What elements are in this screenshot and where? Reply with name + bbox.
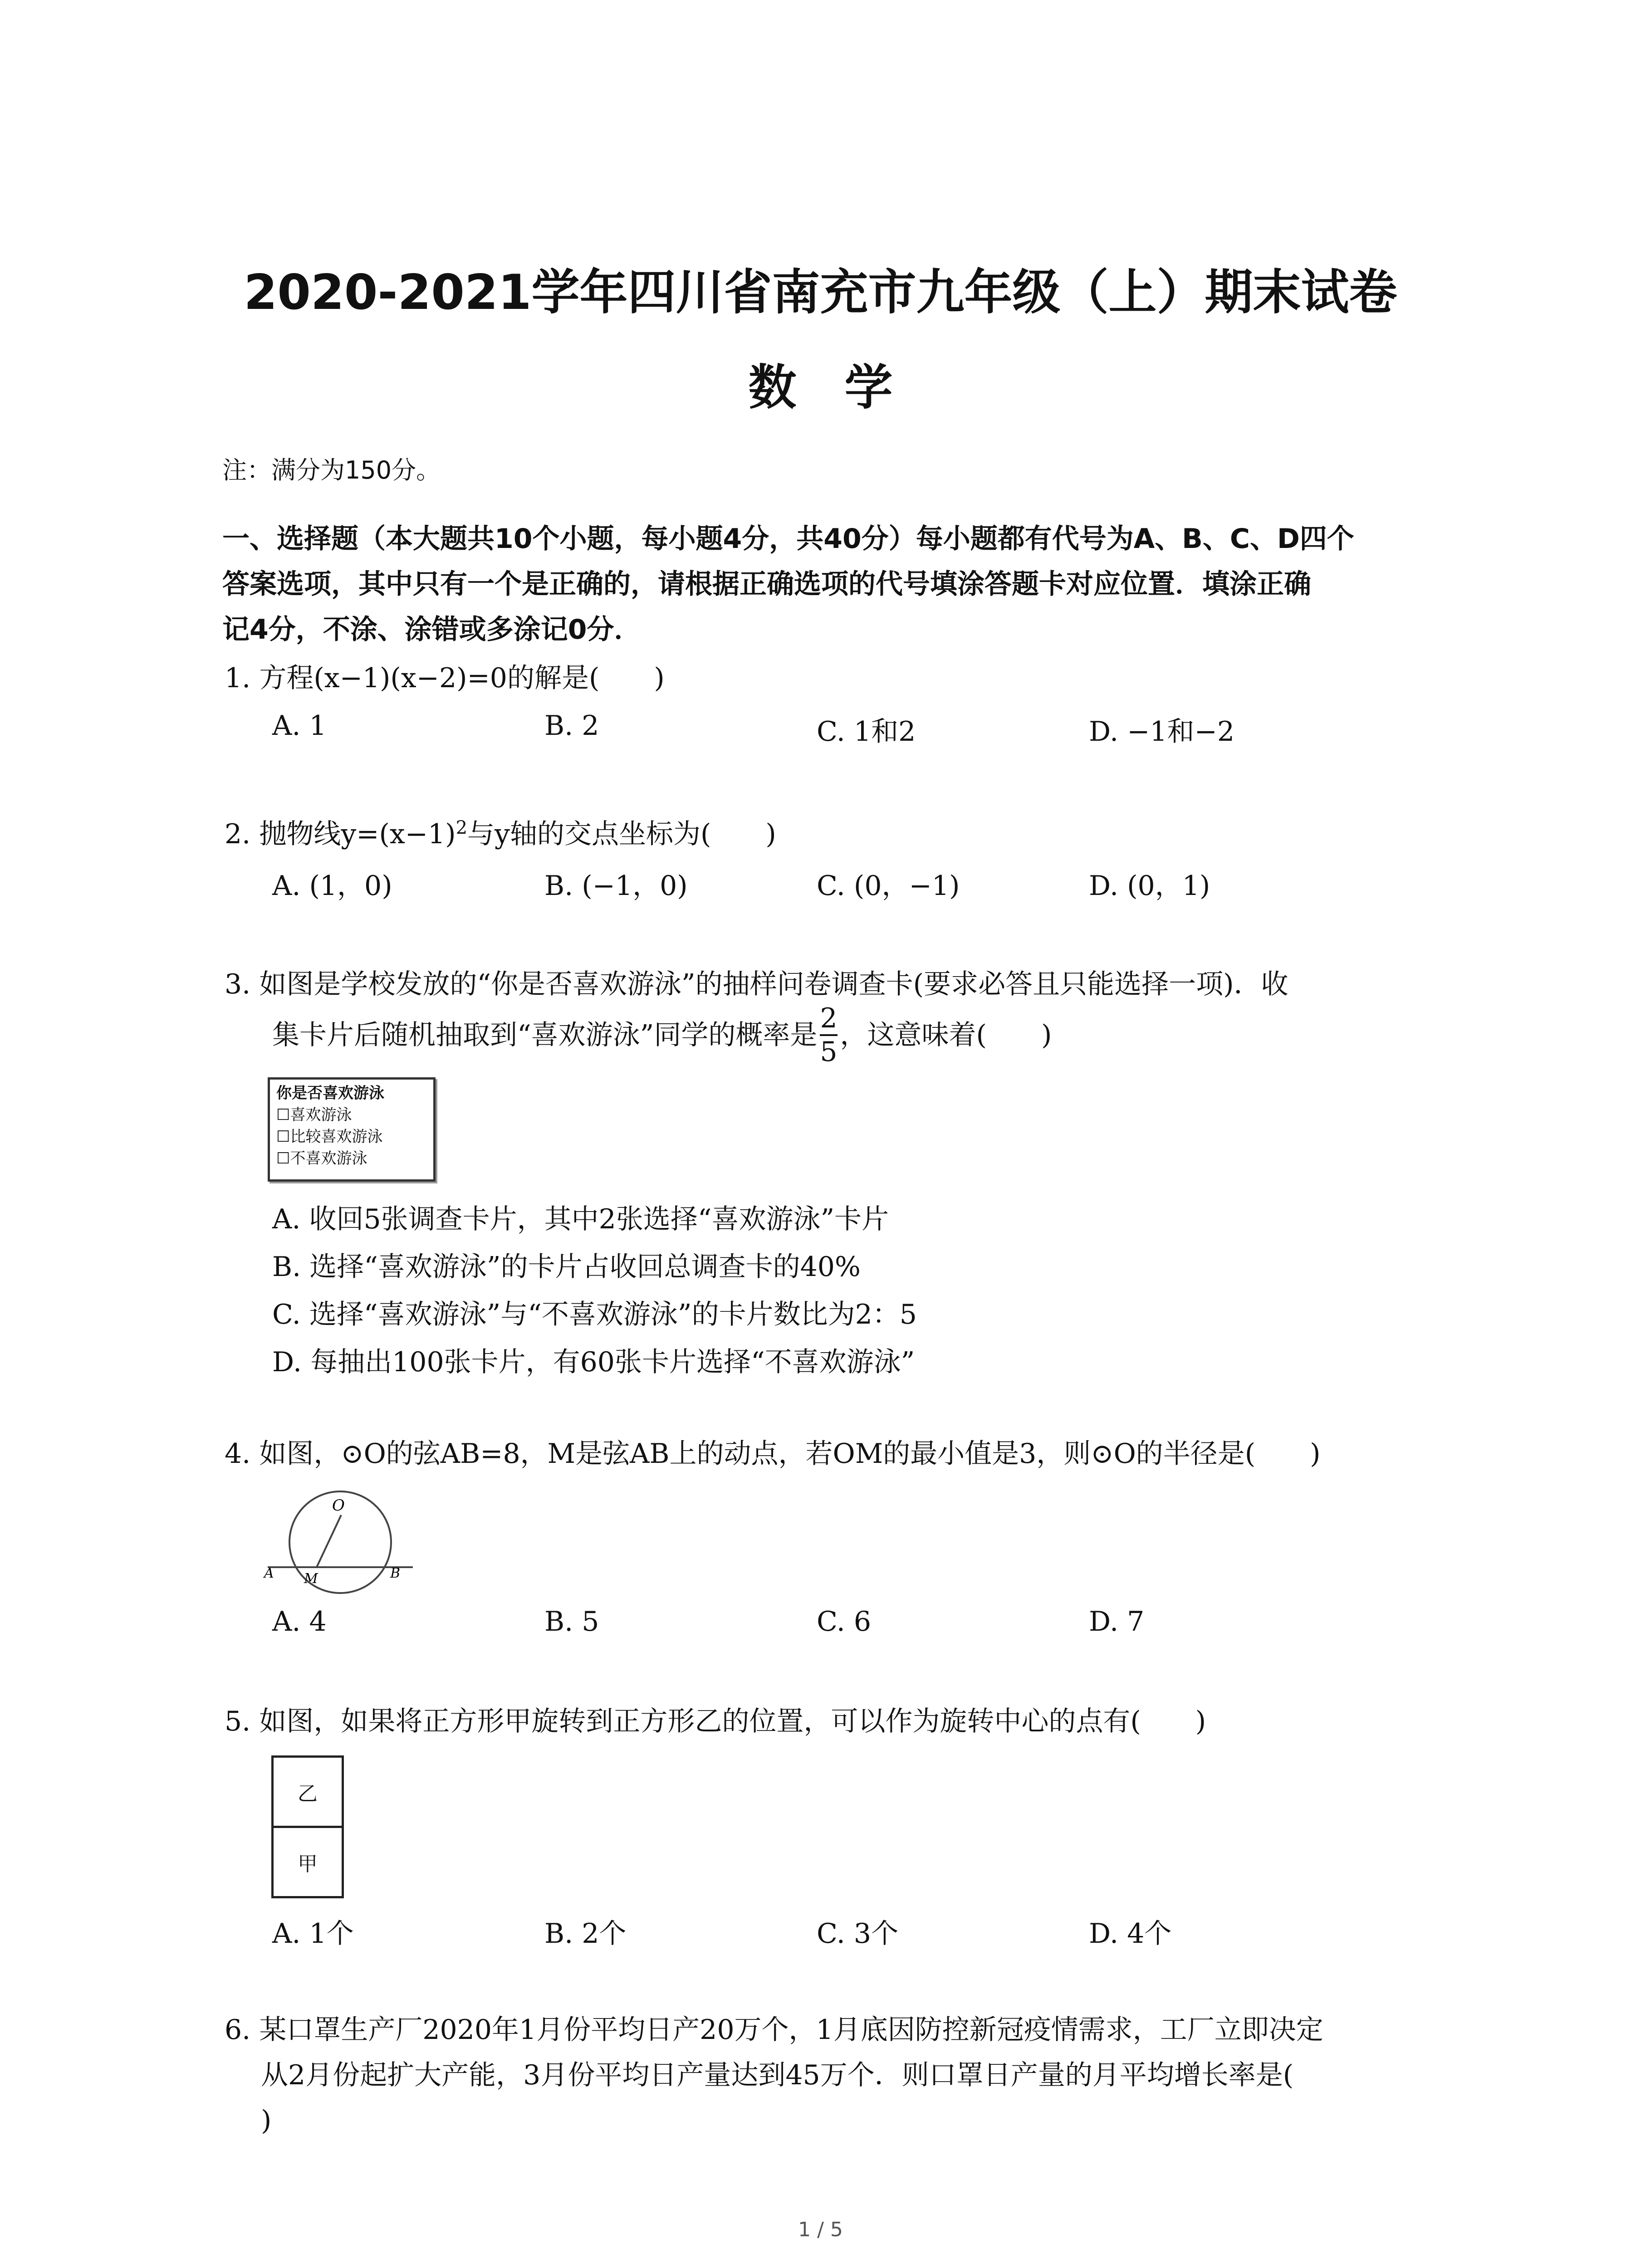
survey-card-item-like: ☐喜欢游泳 xyxy=(276,1106,352,1124)
q2-exponent: 2 xyxy=(456,817,468,838)
q3-option-b: B. 选择“喜欢游泳”的卡片占收回总调查卡的40% xyxy=(272,1251,861,1283)
label-a: A xyxy=(264,1565,274,1581)
q1-option-b: B. 2 xyxy=(544,710,599,742)
q5-option-d: D. 4个 xyxy=(1089,1918,1172,1950)
survey-card xyxy=(268,1077,436,1182)
score-note: 注：满分为150分。 xyxy=(222,456,441,484)
section1-line2: 答案选项，其中只有一个是正确的，请根据正确选项的代号填涂答题卡对应位置．填涂正确 xyxy=(222,568,1311,600)
q2-option-a: A. (1，0) xyxy=(272,870,392,902)
q3-fraction xyxy=(820,1002,837,1068)
q6-line1: 6. 某口罩生产厂2020年1月份平均日产20万个，1月底因防控新冠疫情需求，工厂立即决定 xyxy=(225,2014,1323,2046)
q1-option-a: A. 1 xyxy=(272,710,327,742)
survey-card-item-dislike: ☐不喜欢游泳 xyxy=(276,1149,367,1168)
q2-stem xyxy=(225,819,776,848)
square-jia: 甲 xyxy=(271,1826,344,1898)
section1-line3: 记4分，不涂、涂错或多涂记0分． xyxy=(222,614,642,645)
label-b: B xyxy=(390,1565,401,1581)
q6-line2: 从2月份起扩大产能，3月份平均日产量达到45万个．则口罩日产量的月平均增长率是( xyxy=(261,2059,1294,2091)
survey-card-header: 你是否喜欢游泳 xyxy=(276,1084,384,1102)
q3-line2-part2: ，这意味着( ) xyxy=(840,1019,1052,1051)
q3-line2-part1: 集卡片后随机抽取到“喜欢游泳”同学的概率是 xyxy=(272,1019,818,1051)
q1-stem: 1. 方程(x−1)(x−2)=0的解是( ) xyxy=(225,662,665,694)
square-yi: 乙 xyxy=(271,1755,344,1828)
q4-option-d: D. 7 xyxy=(1089,1606,1145,1637)
q5-option-b: B. 2个 xyxy=(544,1918,627,1950)
q3-option-d: D. 每抽出100张卡片，有60张卡片选择“不喜欢游泳” xyxy=(272,1346,915,1378)
q2-option-d: D. (0，1) xyxy=(1089,870,1210,902)
q5-option-c: C. 3个 xyxy=(817,1918,899,1950)
q3-fraction-denominator: 5 xyxy=(820,1036,838,1068)
q5-stem: 5. 如图，如果将正方形甲旋转到正方形乙的位置，可以作为旋转中心的点有( ) xyxy=(225,1706,1206,1737)
q3-line2 xyxy=(272,1002,1052,1068)
page-number: 1 / 5 xyxy=(798,2218,843,2241)
q6-line3: ) xyxy=(261,2105,272,2136)
label-o: O xyxy=(332,1496,345,1515)
survey-card-item-somewhat: ☐比较喜欢游泳 xyxy=(276,1128,383,1146)
circle-figure xyxy=(263,1488,417,1597)
q1-option-d: D. −1和−2 xyxy=(1089,716,1235,748)
q2-option-b: B. (−1，0) xyxy=(544,870,688,902)
q2-stem-part2: 与y轴的交点坐标为( ) xyxy=(467,818,776,850)
q2-stem-part1: 2. 抛物线y=(x−1) xyxy=(225,818,456,850)
exam-title: 2020-2021学年四川省南充市九年级（上）期末试卷 xyxy=(244,264,1397,320)
q3-option-c: C. 选择“喜欢游泳”与“不喜欢游泳”的卡片数比为2：5 xyxy=(272,1299,917,1330)
q4-option-b: B. 5 xyxy=(544,1606,599,1637)
section1-line1: 一、选择题（本大题共10个小题，每小题4分，共40分）每小题都有代号为A、B、C、D四个 xyxy=(222,523,1354,555)
q3-fraction-numerator: 2 xyxy=(820,1002,837,1036)
subject-title: 数 学 xyxy=(748,360,893,415)
q4-option-a: A. 4 xyxy=(272,1606,327,1637)
q3-line1: 3. 如图是学校发放的“你是否喜欢游泳”的抽样问卷调查卡(要求必答且只能选择一项)．收 xyxy=(225,968,1288,1000)
q5-option-a: A. 1个 xyxy=(272,1918,354,1950)
segment-om xyxy=(317,1515,341,1567)
q4-option-c: C. 6 xyxy=(817,1606,872,1637)
label-m: M xyxy=(304,1571,318,1587)
q2-option-c: C. (0，−1) xyxy=(817,870,960,902)
q4-stem: 4. 如图，⊙O的弦AB=8，M是弦AB上的动点，若OM的最小值是3，则⊙O的半径是( ) xyxy=(225,1438,1321,1470)
q3-option-a: A. 收回5张调查卡片，其中2张选择“喜欢游泳”卡片 xyxy=(272,1203,889,1235)
q1-option-c: C. 1和2 xyxy=(817,716,916,748)
